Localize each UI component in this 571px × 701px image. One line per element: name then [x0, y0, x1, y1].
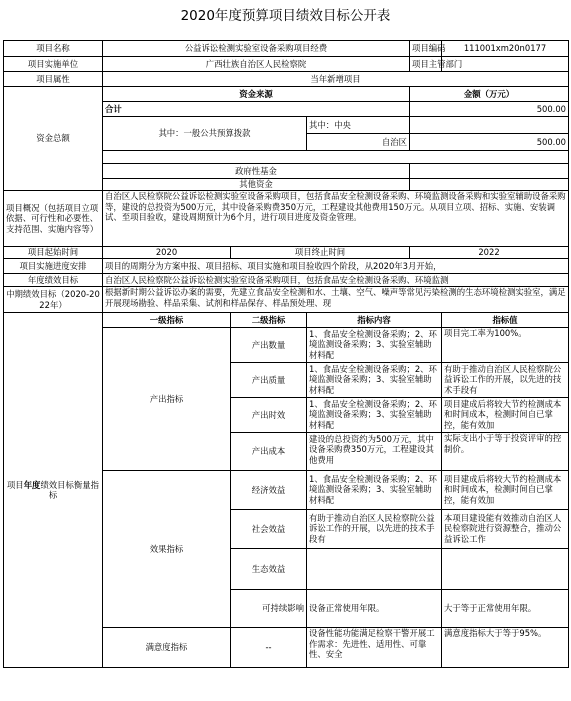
funds-label: 资金总额 — [4, 87, 103, 191]
indicator-value: 项目建成后将较大节约检测成本和时间成本，检测时间自已掌控，能有效加 — [444, 473, 562, 505]
indicator-content: 1、食品安全检测设备采购；2、环境监测设备采购；3、实验室辅助材料配 — [309, 328, 437, 360]
indicator-content: 建设的总投资约为500万元，其中设备采购费350万元，工程建设其他费用 — [309, 433, 434, 465]
annual-text: 自治区人民检察院公益诉讼检测实验室设备采购项目，包括食品安全检测设备采购、环境监测 — [103, 274, 569, 287]
project-dept-label: 项目主管部门 — [410, 57, 442, 72]
header-value: 指标值 — [442, 313, 569, 328]
indicator-value: 本项目建设能有效推动自治区人民检察院进行资源整合，推动公益诉讼工作 — [444, 512, 562, 544]
funds-region-label: 自治区 — [307, 134, 410, 151]
overview-text: 自治区人民检察院公益诉讼检测实验室设备采购项目，包括食品安全检测设备采购、环境监测设备采购和实验室辅助设备采购等，建设的总投资为500万元，其中设备采购费350万元，工程建设其他费用150万元。从项目立项、招标、实施、安装调试、至项目验收，建设周期预计为6个月，进行项目进度及资金管理。 — [103, 191, 569, 247]
indicator-content: 有助于推动自治区人民检察院公益诉讼工作的开展，以先进的技术手段有 — [309, 512, 435, 544]
indicator-content: 1、食品安全检测设备采购；2、环境监测设备采购；3、实验室辅助材料配 — [309, 398, 437, 430]
period-start: 2020 — [103, 247, 231, 259]
progress-text: 项目的周期分为方案申报、项目招标、项目实施和项目验收四个阶段，从2020年3月开始， — [103, 259, 569, 274]
funds-total: 500.00 — [410, 102, 569, 117]
period-end-label: 项目终止时间 — [231, 247, 410, 259]
project-name: 公益诉讼检测实验室设备采购项目经费 — [103, 41, 410, 57]
indicator-value: 实际支出小于等于投资评审的控制价。 — [444, 433, 562, 454]
mid-label: 中期绩效目标（2020-2022年） — [4, 287, 103, 313]
header-content: 指标内容 — [307, 313, 442, 328]
funds-total-label: 合计 — [103, 102, 410, 117]
output-indicator-label: 产出指标 — [103, 328, 231, 471]
funds-amount-header: 金额（万元） — [410, 87, 569, 102]
project-unit-label: 项目实施单位 — [4, 57, 103, 72]
satisfaction-indicator-label: 满意度指标 — [103, 628, 231, 668]
indicator-value: 项目建成后将较大节约检测成本和时间成本，检测时间自已掌控，能有效加 — [444, 398, 562, 430]
funds-source-header: 资金来源 — [103, 87, 410, 102]
performance-table — [3, 40, 569, 668]
indicator-value: 有助于推动自治区人民检察院公益诉讼工作的开展，以先进的技术手段有 — [444, 363, 562, 395]
sub-indicator: 生态效益 — [231, 549, 307, 590]
project-code: 111001xm20n0177 — [442, 41, 569, 57]
sub-indicator: 产出时效 — [231, 398, 307, 433]
indicator-content: 1、食品安全检测设备采购；2、环境监测设备采购；3、实验室辅助材料配 — [309, 363, 437, 395]
sub-indicator: 可持续影响 — [231, 590, 307, 628]
indicator-content: 设备性能功能满足检察干警开展工作需求：先进性、适用性、可靠性、安全 — [309, 628, 435, 659]
progress-label: 项目实施进度安排 — [4, 259, 103, 274]
funds-other — [410, 179, 569, 191]
project-attr-label: 项目属性 — [4, 72, 103, 87]
funds-gov-fund-label: 政府性基金 — [103, 164, 410, 179]
sub-indicator: 产出质量 — [231, 363, 307, 398]
indicator-content — [307, 549, 442, 590]
funds-region: 500.00 — [410, 134, 569, 151]
funds-gov-fund — [410, 164, 569, 179]
mid-text: 根据新时期公益诉讼办案的需要，先建立食品安全检测和水、土壤、空气、噪声等常见污染检测的生态环境检测实验室，满足开展现场勘验、样品采集、试剂和样品保存、样品预处理、现 — [105, 287, 566, 308]
page-title: 2020年度预算项目绩效目标公开表 — [180, 8, 391, 24]
overview-label: 项目概况（包括项目立项依据、可行性和必要性、支持范围、实施内容等） — [4, 191, 103, 247]
sub-indicator: 社会效益 — [231, 510, 307, 549]
effect-indicator-label: 效果指标 — [103, 471, 231, 628]
indicator-value: 项目完工率为100%。 — [444, 328, 527, 338]
sub-indicator: 产出成本 — [231, 433, 307, 471]
period-end: 2022 — [410, 247, 569, 259]
funds-central-label: 其中：中央 — [307, 117, 410, 134]
indicator-content: 1、食品安全检测设备采购；2、环境监测设备采购；3、实验室辅助材料配 — [309, 473, 437, 505]
funds-central — [410, 117, 569, 134]
satisfaction-dash: -- — [231, 628, 307, 668]
funds-general-label: 其中：一般公共预算拨款 — [103, 117, 307, 151]
header-level2: 二级指标 — [231, 313, 307, 328]
sub-indicator: 经济效益 — [231, 471, 307, 510]
funds-other-label: 其他资金 — [103, 179, 410, 191]
indicator-value: 大于等于正常使用年限。 — [442, 590, 569, 628]
project-unit: 广西壮族自治区人民检察院 — [103, 57, 410, 72]
project-name-label: 项目名称 — [4, 41, 103, 57]
project-attr: 当年新增项目 — [103, 72, 569, 87]
indicator-value: 满意度指标大于等于95%。 — [444, 628, 547, 638]
indicator-value — [442, 549, 569, 590]
indicator-content: 设备正常使用年限。 — [307, 590, 442, 628]
sub-indicator: 产出数量 — [231, 328, 307, 363]
header-level1: 一级指标 — [103, 313, 231, 328]
project-code-label: 项目编码 — [410, 41, 442, 57]
period-start-label: 项目起始时间 — [4, 247, 103, 259]
indicators-section-label: 项目年度绩效目标衡量指标 — [4, 313, 103, 668]
annual-label: 年度绩效目标 — [4, 274, 103, 287]
